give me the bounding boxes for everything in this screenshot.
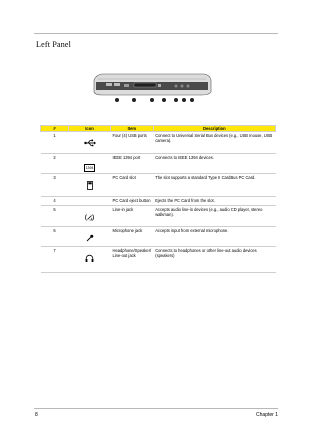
header-description: Description — [153, 126, 275, 132]
row-item: Four (4) USB ports — [111, 132, 154, 154]
table-row — [41, 174, 276, 197]
top-rule — [34, 33, 278, 34]
callout-marker — [182, 98, 186, 102]
table-row — [41, 206, 276, 227]
header-item: Item — [111, 126, 154, 132]
table-row — [41, 197, 276, 206]
headphone-icon — [85, 254, 94, 263]
ieee1394-icon: 1394 — [84, 164, 96, 172]
row-item: Line-in jack — [111, 206, 154, 227]
row-description: The slot supports a standard Type II CardBus PC Card. — [153, 174, 275, 197]
table-row — [41, 132, 276, 154]
table-row — [41, 154, 276, 174]
pc-card-icon — [87, 181, 93, 190]
row-icon-cell — [69, 227, 111, 247]
row-item: PC Card eject button — [111, 197, 154, 206]
callout-marker — [190, 98, 194, 102]
row-description: Accepts input from external microphone. — [153, 227, 275, 247]
callout-marker — [132, 98, 136, 102]
row-item: PC Card slot — [111, 174, 154, 197]
row-item: IEEE 1394 port — [111, 154, 154, 174]
row-number: 6 — [41, 227, 69, 247]
row-description: Connects to headphones or other line-out audio devices (speakers) — [153, 247, 275, 273]
row-number: 1 — [41, 132, 69, 154]
row-description: Accepts audio line-in devices (e.g., audio CD player, stereo walkman). — [153, 206, 275, 227]
usb-icon — [84, 139, 96, 147]
row-description: Connects to IEEE 1394 devices. — [153, 154, 275, 174]
row-number: 7 — [41, 247, 69, 273]
left-panel-table — [40, 125, 276, 273]
row-description: Ejects the PC Card from the slot. — [153, 197, 275, 206]
bottom-rule — [34, 408, 278, 409]
row-number: 2 — [41, 154, 69, 174]
row-number: 3 — [41, 174, 69, 197]
table-row — [41, 227, 276, 247]
row-number: 5 — [41, 206, 69, 227]
row-icon-cell — [69, 206, 111, 227]
row-description: Connect to Universal Serial Bus devices (e.g., USB mouse, USB camera). — [153, 132, 275, 154]
chapter-label: Chapter 1 — [256, 412, 278, 418]
row-icon-cell — [69, 197, 111, 206]
line-in-icon — [85, 213, 94, 222]
row-icon-cell — [69, 154, 111, 174]
row-icon-cell — [69, 132, 111, 154]
microphone-icon — [86, 234, 94, 242]
page-number: 8 — [35, 412, 38, 418]
header-icon: Icon — [69, 126, 111, 132]
row-number: 4 — [41, 197, 69, 206]
callout-marker — [174, 98, 178, 102]
row-item: Microphone jack — [111, 227, 154, 247]
table-row — [41, 247, 276, 273]
row-icon-cell — [69, 174, 111, 197]
header-num: # — [41, 126, 69, 132]
callout-markers — [112, 98, 202, 106]
laptop-left-side-illustration — [92, 70, 212, 96]
callout-marker — [162, 98, 166, 102]
section-title: Left Panel — [36, 40, 72, 49]
row-item: Headphone/Speaker/ Line-out jack — [111, 247, 154, 273]
row-icon-cell — [69, 247, 111, 273]
callout-marker — [115, 98, 119, 102]
callout-marker — [150, 98, 154, 102]
